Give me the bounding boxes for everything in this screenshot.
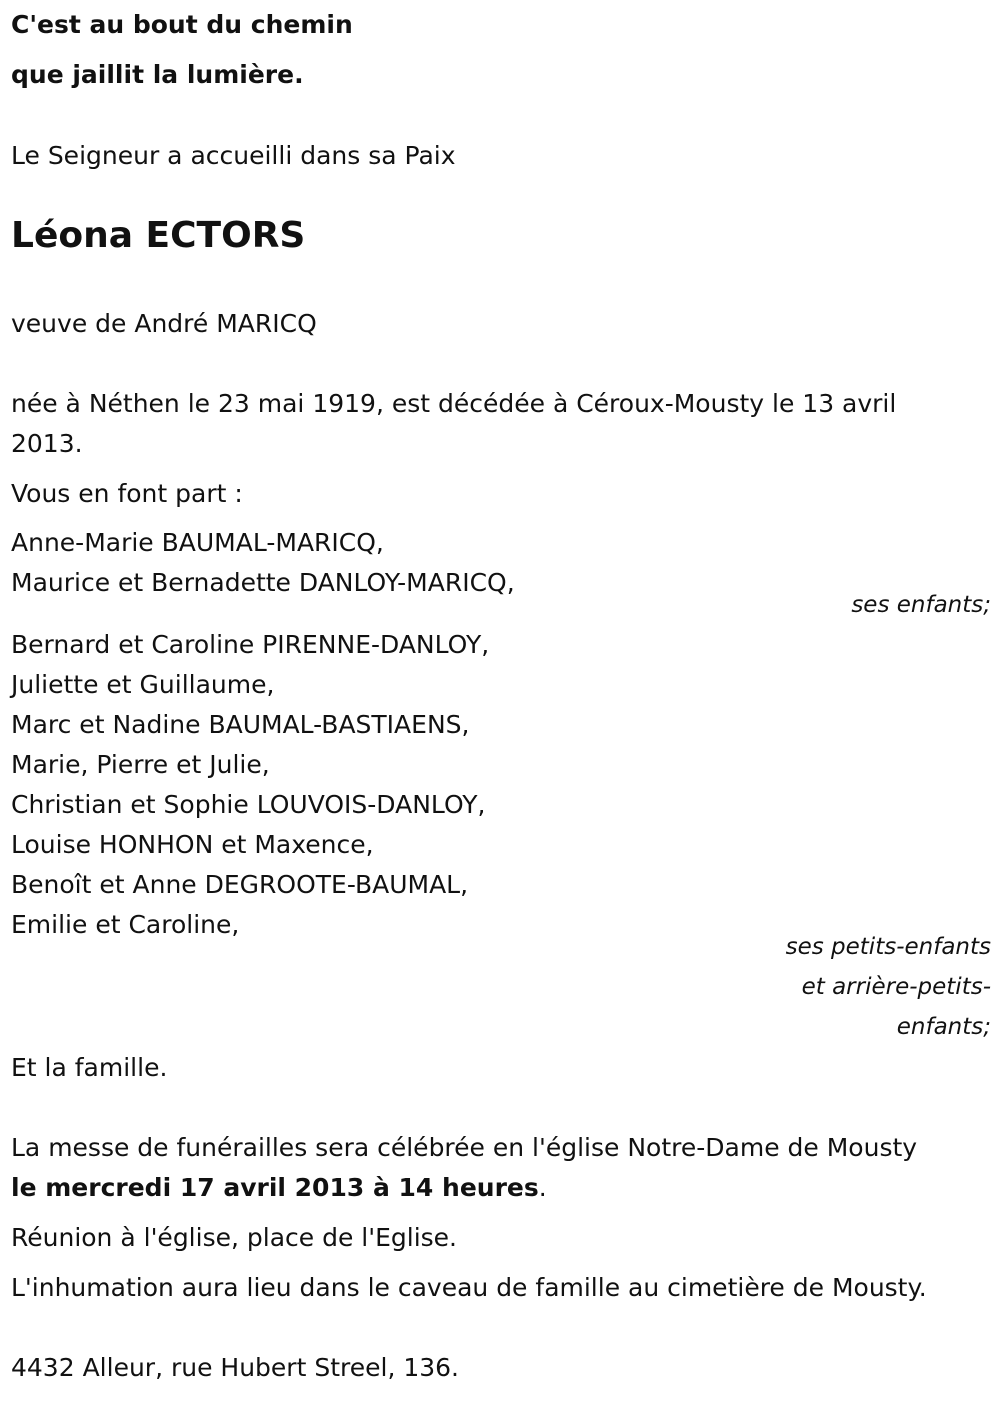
deceased-name: Léona ECTORS [11,215,306,256]
children-label: ses enfants; [851,592,991,618]
grandchild-line: Benoît et Anne DEGROOTE-BAUMAL, [11,870,469,899]
mass-date: le mercredi 17 avril 2013 à 14 heures [11,1173,539,1202]
meeting-text: Réunion à l'église, place de l'Eglise. [11,1223,458,1252]
address-text: 4432 Alleur, rue Hubert Streel, 136. [11,1353,459,1382]
child-line: Maurice et Bernadette DANLOY-MARICQ, [11,568,515,597]
mass-date-end: . [538,1173,547,1202]
announce-text: Vous en font part : [11,479,243,508]
grandchildren-label-line-1: ses petits-enfants [785,934,991,960]
intro-text: Le Seigneur a accueilli dans sa Paix [11,141,456,170]
child-line: Anne-Marie BAUMAL-MARICQ, [11,528,384,557]
mass-date-line [11,1175,547,1200]
grandchild-line: Marc et Nadine BAUMAL-BASTIAENS, [11,710,470,739]
epigraph-line-2: que jaillit la lumière. [11,60,304,89]
grandchild-line: Emilie et Caroline, [11,910,240,939]
grandchildren-label-line-2: et arrière-petits- [801,974,991,1000]
widow-line: veuve de André MARICQ [11,309,317,338]
grandchild-line: Louise HONHON et Maxence, [11,830,374,859]
grandchild-line: Marie, Pierre et Julie, [11,750,270,779]
burial-text: L'inhumation aura lieu dans le caveau de famille au cimetière de Mousty. [11,1273,927,1302]
grandchild-line: Christian et Sophie LOUVOIS-DANLOY, [11,790,486,819]
family-text: Et la famille. [11,1053,168,1082]
mass-text: La messe de funérailles sera célébrée en l'église Notre-Dame de Mousty [11,1133,918,1162]
grandchild-line: Juliette et Guillaume, [11,670,275,699]
birth-death-line-2: 2013. [11,429,83,458]
grandchildren-label-line-3: enfants; [896,1014,991,1040]
epigraph-line-1: C'est au bout du chemin [11,10,353,39]
birth-death-line-1: née à Néthen le 23 mai 1919, est décédée à Céroux-Mousty le 13 avril [11,389,897,418]
grandchild-line: Bernard et Caroline PIRENNE-DANLOY, [11,630,490,659]
